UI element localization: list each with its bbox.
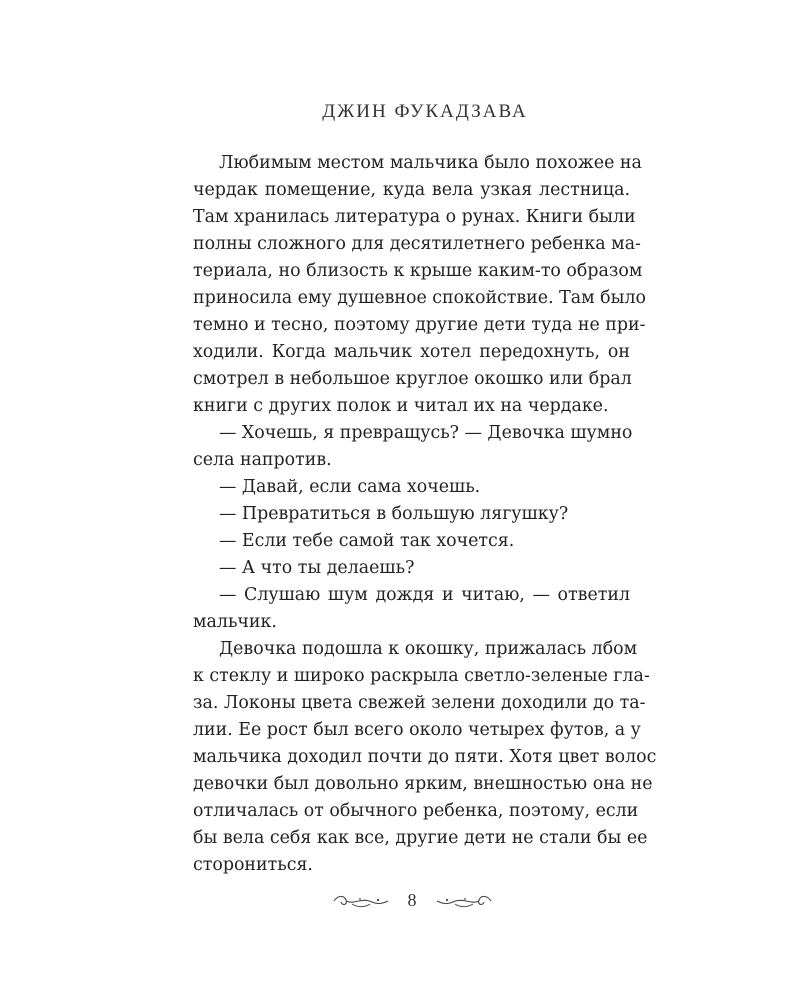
text-line: за. Локоны цвета свежей зелени доходили до та-: [193, 693, 646, 713]
text-line: темно и тесно, поэтому другие дети туда не при-: [193, 315, 646, 335]
text-line: отличалась от обычного ребенка, поэтому, если: [193, 801, 639, 821]
page-number: 8: [407, 890, 417, 910]
text-line: чердак помещение, куда вела узкая лестница.: [193, 180, 630, 200]
text-line: бы вела себя как все, другие дети не стали бы ее: [193, 828, 648, 848]
right-flourish-icon: [435, 892, 493, 910]
text-line: полны сложного для десятилетнего ребенка ма-: [193, 234, 641, 254]
text-line: сторониться.: [193, 855, 313, 875]
text-line: приносила ему душевное спокойствие. Там было: [193, 288, 646, 308]
text-line: — А что ты делаешь?: [219, 558, 415, 578]
text-line: — Если тебе самой так хочется.: [219, 531, 515, 551]
text-line: — Давай, если сама хочешь.: [219, 477, 481, 497]
text-line: книги с других полок и читал их на чердаке.: [193, 396, 609, 416]
body-text: [193, 150, 657, 879]
text-line: к стеклу и широко раскрыла светло-зеленые гла-: [193, 666, 650, 686]
text-line: — Превратиться в большую лягушку?: [219, 504, 569, 524]
text-line: териала, но близость к крыше каким-то образом: [193, 261, 643, 281]
left-flourish-icon: [332, 892, 390, 910]
text-line: села напротив.: [193, 450, 332, 470]
text-line: — Слушаю шум дождя и читаю, — ответил: [219, 585, 630, 605]
text-line: Девочка подошла к окошку, прижалась лбом: [219, 639, 638, 659]
text-line: Там хранилась литература о рунах. Книги были: [193, 207, 636, 227]
text-line: мальчика доходил почти до пяти. Хотя цвет волос: [193, 747, 657, 767]
text-line: девочки был довольно ярким, внешностью она не: [193, 774, 653, 794]
text-line: Любимым местом мальчика было похожее на: [219, 153, 642, 173]
page-footer: [0, 890, 800, 911]
text-line: ходили. Когда мальчик хотел передохнуть, он: [193, 342, 630, 362]
text-line: смотрел в небольшое круглое окошко или брал: [193, 369, 632, 389]
text-line: — Хочешь, я превращусь? — Девочка шумно: [219, 423, 633, 443]
text-line: лии. Ее рост был всего около четырех футов, а у: [193, 720, 641, 740]
text-line: мальчик.: [193, 612, 277, 632]
running-head-author: ДЖИН ФУКАДЗАВА: [322, 101, 528, 122]
